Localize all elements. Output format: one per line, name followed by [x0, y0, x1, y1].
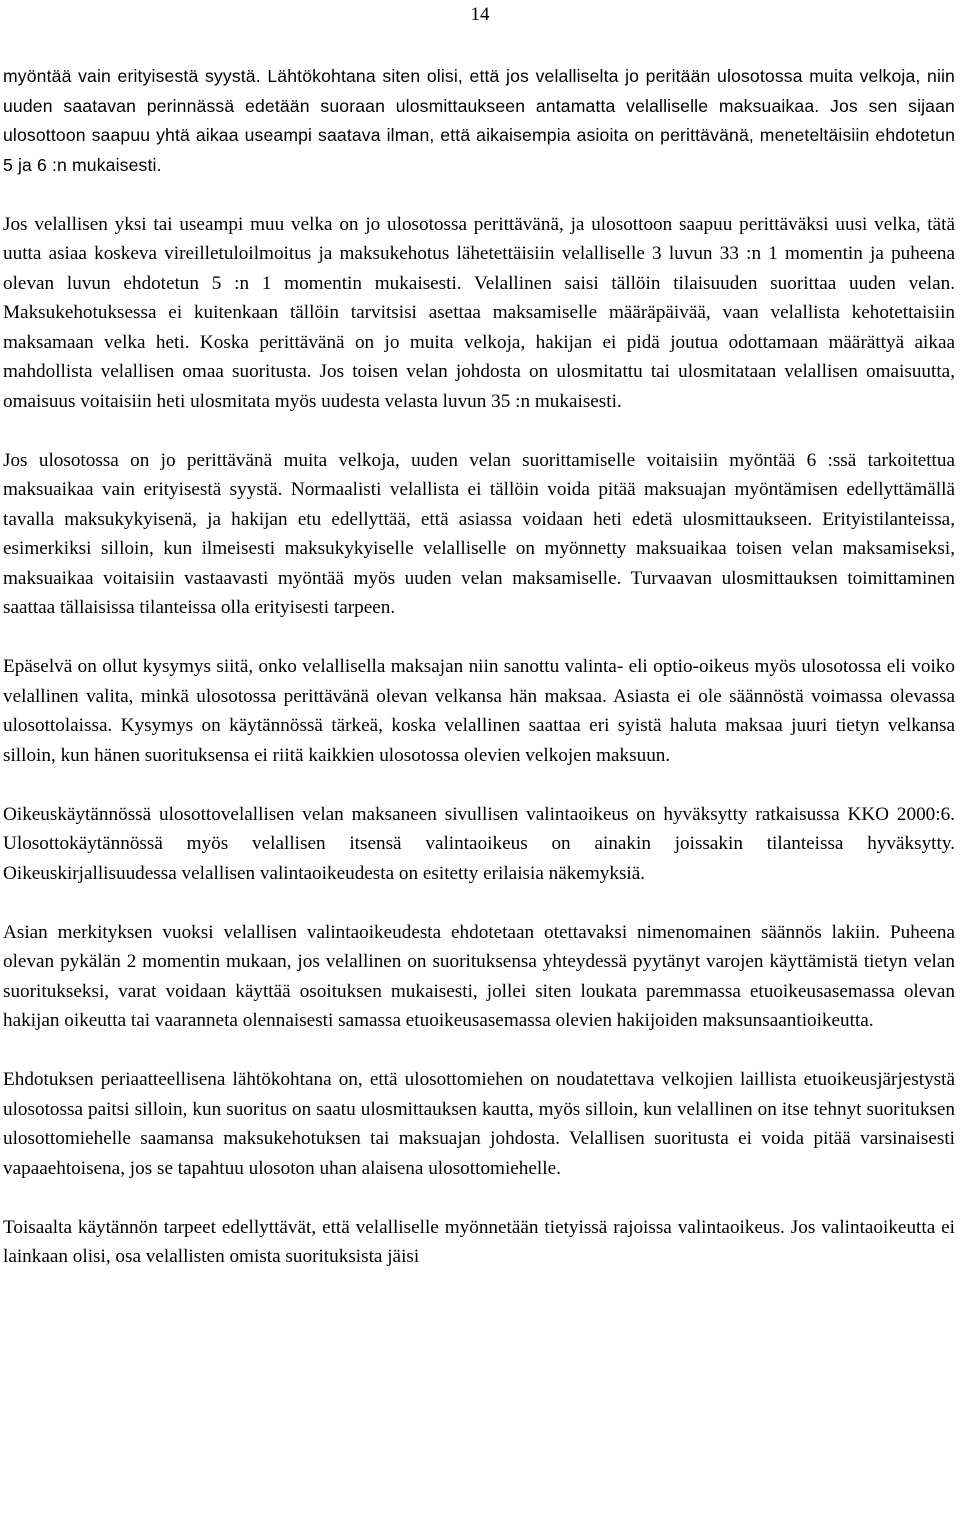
- document-body: [3, 62, 955, 1272]
- paragraph-8: Toisaalta käytännön tarpeet edellyttävät, että velalliselle myönnetään tietyissä rajoissa valintaoikeus. Jos valintaoikeutta ei lainkaan olisi, osa velallisten omista suorituksista jäisi: [3, 1216, 955, 1267]
- paragraph-7: Ehdotuksen periaatteellisena lähtökohtana on, että ulosottomiehen on noudatettava velkojien laillista etuoikeusjärjestystä ulosotossa paitsi silloin, kun suoritus on saatu ulosmittauksen kautta, myös silloin, kun velallinen on itse tehnyt suorituksen ulosottomiehelle saamansa maksukehotuksen tai maksuajan johdosta. Velallisen suoritusta ei voida pitää varsinaisesti vapaaehtoisena, jos se tapahtuu ulosoton uhan alaisena ulosottomiehelle.: [3, 1069, 955, 1179]
- paragraph-5: Oikeuskäytännössä ulosottovelallisen velan maksaneen sivullisen valintaoikeus on hyväksytty ratkaisussa KKO 2000:6. Ulosottokäytännössä myös velallisen itsensä valintaoikeus on ainakin joissakin tilanteissa hyväksytty. Oikeuskirjallisuudessa velallisen valintaoikeudesta on esitetty erilaisia näkemyksiä.: [3, 803, 955, 884]
- paragraph-2: Jos velallisen yksi tai useampi muu velka on jo ulosotossa perittävänä, ja ulosottoon saapuu perittäväksi uusi velka, tätä uutta asiaa koskeva vireilletuloilmoitus ja maksukehotus lähetettäisiin velalliselle 3 luvun 33 :n 1 momentin ja puheena olevan luvun ehdotetun 5 :n 1 momentin mukaisesti. Velallinen saisi tällöin tilaisuuden suorittaa uuden velan. Maksukehotuksessa ei kuitenkaan tällöin tarvitsisi asettaa maksamiselle määräpäivää, vaan velallista kehotettaisiin maksamaan velka heti. Koska perittävänä on jo muita velkoja, hakijan ei pidä joutua odottamaan määrättyä aikaa mahdollista velallisen omaa suoritusta. Jos toisen velan johdosta on ulosmitattu tai ulosmitataan velallisen omaisuutta, omaisuus voitaisiin heti ulosmitata myös uudesta velasta luvun 35 :n mukaisesti.: [3, 213, 955, 412]
- paragraph-3: Jos ulosotossa on jo perittävänä muita velkoja, uuden velan suorittamiselle voitaisiin myöntää 6 :ssä tarkoitettua maksuaikaa vain erityisestä syystä. Normaalisti velallista ei tällöin voida pitää maksuajan myöntämisen edellyttämällä tavalla maksukykyisenä, ja hakijan etu edellyttää, että asiassa voidaan heti edetä ulosmittaukseen. Erityistilanteissa, esimerkiksi silloin, kun ilmeisesti maksukykyiselle velalliselle on myönnetty maksuaikaa toisen velan maksamiseksi, maksuaikaa voitaisiin vastaavasti myöntää myös uuden velan maksamiselle. Turvaavan ulosmittauksen toimittaminen saattaa tällaisissa tilanteissa olla erityisesti tarpeen.: [3, 449, 955, 618]
- paragraph-4: Epäselvä on ollut kysymys siitä, onko velallisella maksajan niin sanottu valinta- eli optio-oikeus myös ulosotossa eli voiko velallinen valita, minkä ulosotossa perittävänä olevan velkansa hän maksaa. Asiasta ei ole säännöstä voimassa olevassa ulosottolaissa. Kysymys on käytännössä tärkeä, koska velallinen saattaa eri syistä haluta maksaa juuri tietyn velkansa silloin, kun hänen suorituksensa ei riitä kaikkien ulosotossa olevien velkojen maksuun.: [3, 656, 955, 766]
- paragraph-1: myöntää vain erityisestä syystä. Lähtökohtana siten olisi, että jos velalliselta jo peritään ulosotossa muita velkoja, niin uuden saatavan perinnässä edetään suoraan ulosmittaukseen antamatta velalliselle maksuaikaa. Jos sen sijaan ulosottoon saapuu yhtä aikaa useampi saatava ilman, että aikaisempia asioita on perittävänä, meneteltäisiin ehdotetun 5 ja 6 :n mukaisesti.: [3, 66, 955, 175]
- page-number: 14: [470, 4, 490, 25]
- paragraph-6: Asian merkityksen vuoksi velallisen valintaoikeudesta ehdotetaan otettavaksi nimenomainen säännös lakiin. Puheena olevan pykälän 2 momentin mukaan, jos velallinen on suorituksensa yhteydessä pyytänyt varojen käyttämistä tietyn velan suoritukseksi, varat voidaan käyttää osoituksen mukaisesti, jollei siten loukata paremmassa etuoikeusasemassa olevan hakijan oikeutta tai vaaranneta olennaisesti samassa etuoikeusasemassa olevien hakijoiden maksunsaantioikeutta.: [3, 921, 955, 1031]
